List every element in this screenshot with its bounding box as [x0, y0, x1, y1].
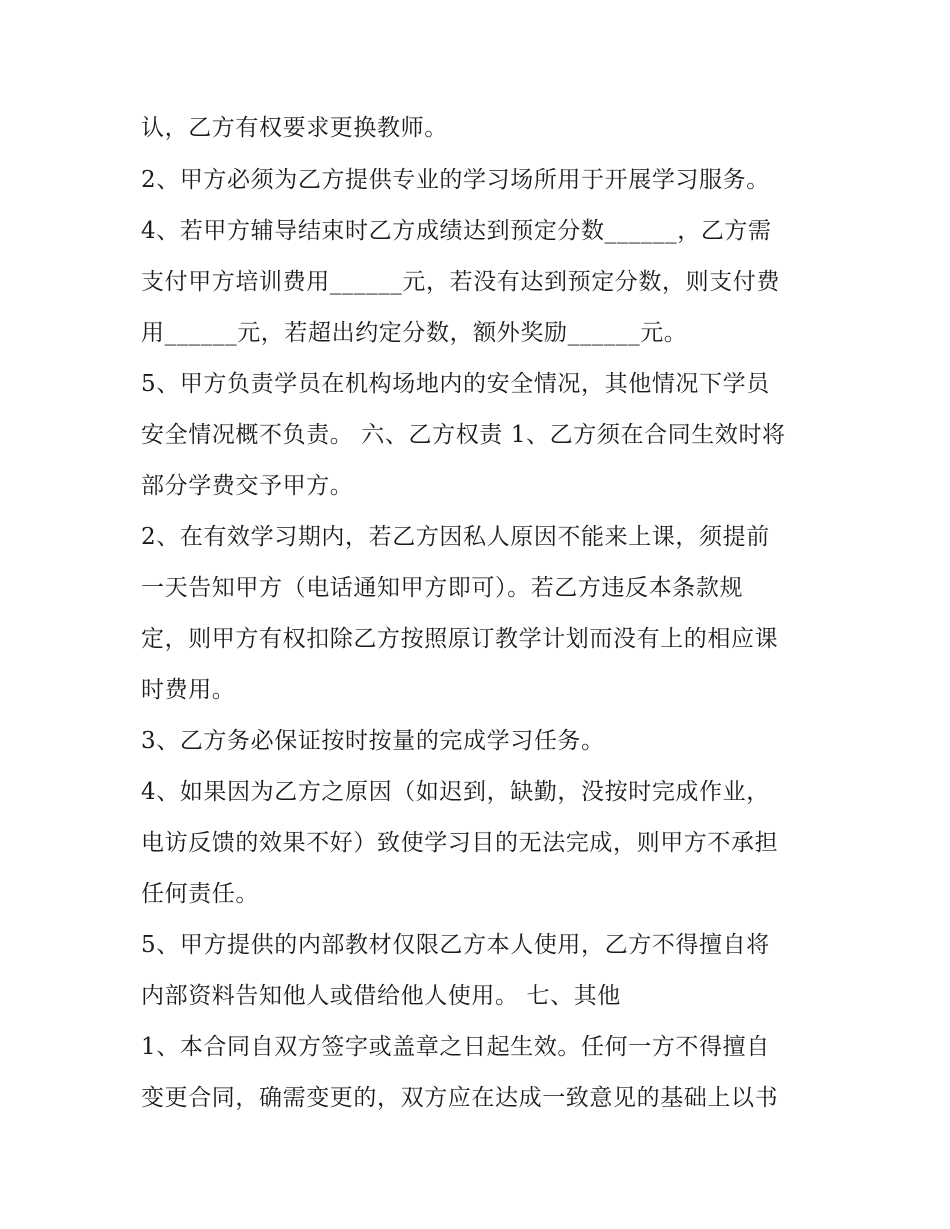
text-line: 时费用。	[141, 677, 236, 703]
text-line: 支付甲方培训费用______元，若没有达到预定分数，则支付费	[141, 269, 780, 295]
text-line: 4、如果因为乙方之原因（如迟到，缺勤，没按时完成作业，	[141, 779, 770, 805]
text-line: 定，则甲方有权扣除乙方按照原订教学计划而没有上的相应课	[141, 626, 779, 652]
text-line: 2、在有效学习期内，若乙方因私人原因不能来上课，须提前	[141, 524, 770, 550]
text-line: 3、乙方务必保证按时按量的完成学习任务。	[141, 728, 605, 754]
text-line: 安全情况概不负责。 六、乙方权责 1、乙方须在合同生效时将	[141, 422, 786, 448]
text-line: 4、若甲方辅导结束时乙方成绩达到预定分数______，乙方需	[141, 218, 772, 244]
text-line: 内部资料告知他人或借给他人使用。 七、其他	[141, 983, 621, 1009]
text-line: 5、甲方提供的内部教材仅限乙方本人使用，乙方不得擅自将	[141, 932, 770, 958]
text-line: 电访反馈的效果不好）致使学习目的无法完成，则甲方不承担	[141, 830, 779, 856]
text-line: 认，乙方有权要求更换教师。	[141, 115, 448, 141]
text-line: 5、甲方负责学员在机构场地内的安全情况，其他情况下学员	[141, 371, 770, 397]
text-line: 用______元，若超出约定分数，额外奖励______元。	[141, 320, 688, 346]
text-line: 1、本合同自双方签字或盖章之日起生效。任何一方不得擅自	[141, 1034, 770, 1060]
text-line: 2、甲方必须为乙方提供专业的学习场所用于开展学习服务。	[141, 167, 770, 193]
text-line: 变更合同，确需变更的，双方应在达成一致意见的基础上以书	[141, 1085, 779, 1111]
text-line: 部分学费交予甲方。	[141, 473, 354, 499]
text-line: 任何责任。	[141, 881, 259, 907]
text-line: 一天告知甲方（电话通知甲方即可）。若乙方违反本条款规	[141, 575, 744, 601]
